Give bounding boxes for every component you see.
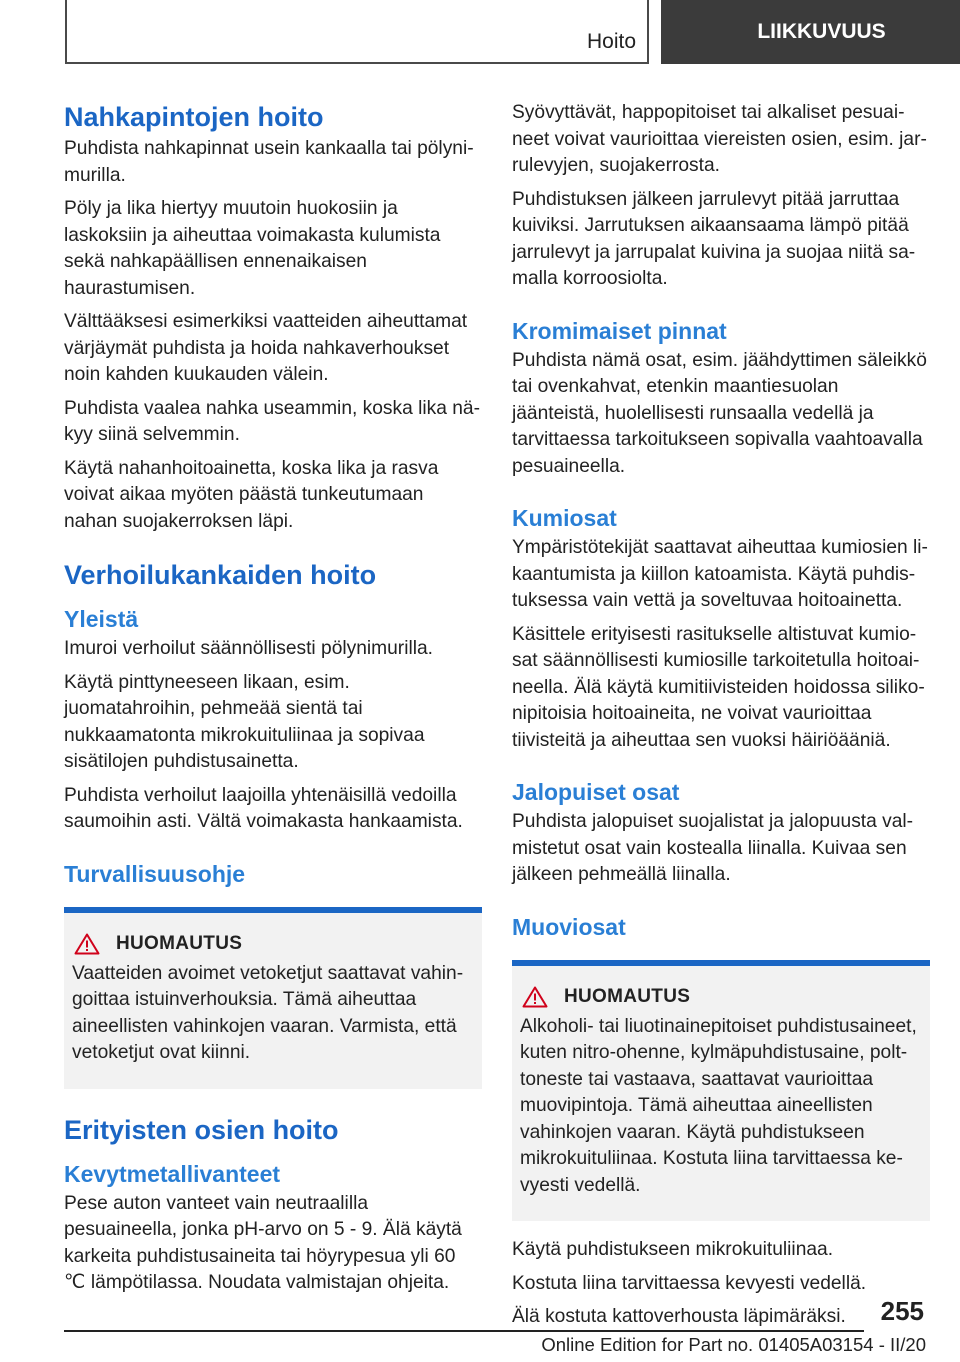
heading-leather-care: Nahkapintojen hoito <box>64 102 324 132</box>
paragraph: Puhdistuksen jälkeen jarrulevyt pitää jarruttaa kuiviksi. Jarrutuksen aikaansaama lämpö pitää jarrulevyt ja jarrupalat kuivina ja suojaa niitä samalla korroosiolta. <box>512 188 916 289</box>
notice-title: HUOMAUTUS <box>564 985 691 1007</box>
paragraph: Puhdista jalopuiset suojalistat ja jalopuusta valmistetut osat vain kostealla liinalla. Kuivaa sen jälkeen pehmeällä liinalla. <box>512 811 914 885</box>
paragraph: Välttääksesi esimerkiksi vaatteiden aiheuttamat värjäymät puhdista ja hoida nahkaverhoukset noin kahden kuukauden välein. <box>64 311 468 385</box>
paragraph: Käsittele erityisesti rasitukselle altistuvat kumiosat säännöllisesti kumiosille tarkoitetulla hoitoaineella. Älä käytä kumitiivisteiden hoidossa silikonipitoisia hoitoaineita, ne voivat vaurioittaa tiivisteitä ja aiheuttaa sen vuoksi häiriöääniä. <box>512 623 925 751</box>
right-column <box>512 100 930 1338</box>
notice-title: HUOMAUTUS <box>116 932 243 954</box>
footer-divider <box>64 1330 864 1332</box>
paragraph: Puhdista nämä osat, esim. jäähdyttimen säleikkö tai ovenkahvat, etenkin maantiesuolan jäänteistä, huolellisesti runsaalla vedellä ja tarvittaessa tarkoitukseen sopivalla vaahtoavalla pesuaineella. <box>512 349 927 477</box>
paragraph: Syövyttävät, happopitoiset tai alkaliset pesuaineet voivat vaurioittaa viereisten osien, esim. jarrulevyjen, suojakerrosta. <box>512 102 927 176</box>
paragraph: Kostuta liina tarvittaessa kevyesti vedellä. <box>512 1272 867 1294</box>
paragraph: Käytä pinttyneeseen likaan, esim. juomatahroihin, pehmeää sientä tai nukkaamatonta mikrokuituliinaa ja sopivaa sisätilojen puhdistusainetta. <box>64 671 425 772</box>
paragraph: Imuroi verhoilut säännöllisesti pölynimurilla. <box>64 638 433 659</box>
notice-box <box>512 960 930 1222</box>
heading-upholstery-care: Verhoilukankaiden hoito <box>64 560 377 590</box>
paragraph: Älä kostuta kattoverhousta läpimäräksi. <box>512 1306 846 1327</box>
warning-triangle-icon <box>74 933 100 955</box>
heading-special-parts: Erityisten osien hoito <box>64 1114 339 1145</box>
paragraph: Puhdista vaalea nahka useammin, koska lika näkyy siinä selvemmin. <box>64 397 480 445</box>
paragraph: Käytä puhdistukseen mikrokuituliinaa. <box>512 1239 834 1260</box>
subheading-wood: Jalopuiset osat <box>512 779 680 805</box>
subheading-chrome: Kromimaiset pinnat <box>512 317 727 344</box>
footer-edition: Online Edition for Part no. 01405A03154 - II/20 <box>541 1334 926 1355</box>
paragraph: Puhdista verhoilut laajoilla yhtenäisillä vedoilla saumoihin asti. Vältä voimakasta hankaamista. <box>64 784 463 832</box>
notice-text: Vaatteiden avoimet vetoketjut saattavat vahingoittaa istuinverhouksia. Tämä aiheuttaa aineellisten vahinkojen vaaran. Varmista, että vetoketjut ovat kiinni. <box>72 962 464 1063</box>
chapter-tab: LIIKKUVUUS <box>661 0 960 64</box>
paragraph: Puhdista nahkapinnat usein kankaalla tai pölynimurilla. <box>64 138 474 186</box>
subheading-rubber: Kumiosat <box>512 505 617 531</box>
notice-text: Alkoholi- tai liuotinainepitoiset puhdistusaineet, kuten nitro-ohenne, kylmäpuhdistusaine, polttoneste tai vastaava, saattavat vaurioittaa muovipintoja. Tämä aiheuttaa aineellisten vahinkojen vaaran. Käytä puhdistukseen mikrokuituliinaa. Kostuta liina tarvittaessa kevyesti vedellä. <box>520 1015 917 1196</box>
subheading-alloy-wheels: Kevytmetallivanteet <box>64 1160 281 1187</box>
paragraph: Pöly ja lika hiertyy muutoin huokosiin ja laskoksiin ja aiheuttaa voimakasta kulumista sekä nahkapäällisen ennenaikaisen haurastumisen. <box>64 198 441 299</box>
subheading-general: Yleistä <box>64 606 139 632</box>
notice-box <box>64 907 482 1089</box>
warning-triangle-icon <box>522 986 548 1008</box>
left-column <box>64 100 482 1304</box>
page-number: 255 <box>880 1296 924 1326</box>
subheading-safety: Turvallisuusohje <box>64 860 246 887</box>
paragraph: Pese auton vanteet vain neutraalilla pesuaineella, jonka pH-arvo on 5 - 9. Älä käytä karkeita puhdistusaineita tai höyrypesua yli 60 ℃ lämpötilassa. Noudata valmistajan ohjeita. <box>64 1192 462 1293</box>
paragraph: Ympäristötekijät saattavat aiheuttaa kumiosien likaantumista ja kiillon katoamista. Käytä puhdistuksessa vain vettä ja soveltuvaa hoitoainetta. <box>512 537 928 611</box>
paragraph: Käytä nahanhoitoainetta, koska lika ja rasva voivat aikaa myöten päästä tunkeutumaan nahan suojakerroksen läpi. <box>64 457 439 532</box>
subheading-plastic: Muoviosat <box>512 913 626 940</box>
section-label: Hoito <box>586 30 636 53</box>
